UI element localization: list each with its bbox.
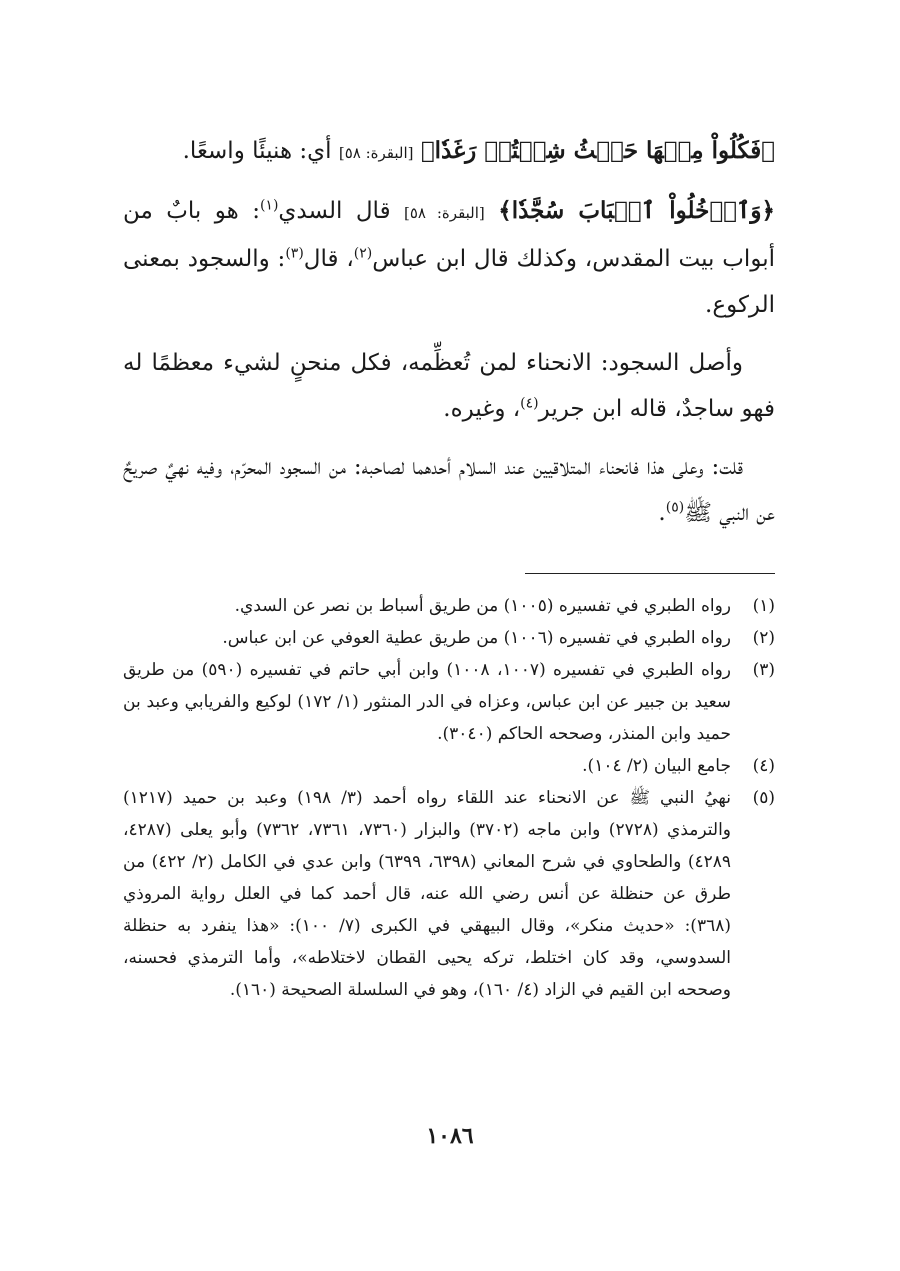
footnote-text: رواه الطبري في تفسيره (١٠٠٧، ١٠٠٨) وابن أبي حاتم في تفسيره (٥٩٠) من طريق سعيد بن جبير عن ابن عباس، وعزاه في الدر المنثور (١/ ١٧٢) لوكيع والفريابي وعبد بن حميد وابن المنذر، وصححه الحاكم (٣٠٤٠). bbox=[123, 660, 732, 744]
footnote-marker[interactable]: (٣) bbox=[285, 245, 304, 262]
quran-verse: ﴿فَكُلُواْ مِنۡهَا حَيۡثُ شِئۡتُمۡ رَغَدٗا﴾ bbox=[420, 137, 775, 164]
paragraph-text: أي: هنيئًا واسعًا. bbox=[182, 138, 332, 164]
paragraph-1 bbox=[123, 128, 775, 176]
paragraph-text: ، قال bbox=[303, 246, 354, 272]
footnote-item bbox=[123, 750, 775, 782]
footnote-item bbox=[123, 654, 775, 750]
footnotes bbox=[123, 590, 775, 1006]
main-text bbox=[123, 128, 775, 548]
paragraph-4 bbox=[123, 444, 775, 536]
paragraph-text: . bbox=[658, 500, 666, 526]
footnote-text: نهيُ النبي ﷺ عن الانحناء عند اللقاء رواه أحمد (٣/ ١٩٨) وعبد بن حميد (١٢١٧) والترمذي (٢٧٢٨) وابن ماجه (٣٧٠٢) والبزار (٧٣٦٠، ٧٣٦١، ٧٣٦٢) وأبو يعلى (٤٢٨٧، ٤٢٨٩) والطحاوي في شرح المعاني (٦٣٩٨، ٦٣٩٩) وابن عدي في الكامل (٢/ ٤٢٢) من طرق عن حنظلة عن أنس رضي الله عنه، قال أحمد كما في العلل رواية المروذي (٣٦٨): «حديث منكر»، وقال البيهقي في الكبرى (٧/ ١٠٠): «هذا ينفرد به حنظلة السدوسي، وقد كان اختلط، تركه يحيى القطان لاختلاطه»، وأما الترمذي فحسنه، وصححه ابن القيم في الزاد (٤/ ١٦٠)، وهو في السلسلة الصحيحة (١٦٠). bbox=[123, 788, 731, 1000]
footnote-item bbox=[123, 622, 775, 654]
paragraph-text: قال السدي bbox=[278, 198, 391, 224]
footnote-item bbox=[123, 782, 775, 1006]
footnote-number: (٢) bbox=[752, 628, 775, 648]
paragraph-2 bbox=[123, 188, 775, 328]
verse-reference: [البقرة: ٥٨] bbox=[404, 204, 485, 222]
footnote-marker[interactable]: (١) bbox=[259, 197, 279, 214]
footnote-text: جامع البيان (٢/ ١٠٤). bbox=[582, 756, 731, 776]
paragraph-text: قلت: وعلى هذا فانحناء المتلاقيين عند السلام أحدهما لصاحبه: من السجود المحرّم، وفيه نهيٌ صريحٌ عن النبي ﷺ bbox=[123, 454, 775, 526]
paragraph-text: : والسجود بمعنى الركوع. bbox=[123, 246, 775, 318]
paragraph-text: ، وغيره. bbox=[443, 396, 521, 422]
footnote-number: (٤) bbox=[752, 756, 775, 776]
quran-verse: ﴿وَٱدۡخُلُواْ ٱلۡبَابَ سُجَّدٗا﴾ bbox=[498, 197, 775, 224]
footnote-marker[interactable]: (٤) bbox=[520, 395, 539, 412]
verse-reference: [البقرة: ٥٨] bbox=[338, 144, 414, 162]
footnote-number: (٥) bbox=[752, 788, 775, 808]
footnote-marker[interactable]: (٢) bbox=[353, 245, 373, 262]
footnote-number: (٣) bbox=[752, 660, 775, 680]
footnote-text: رواه الطبري في تفسيره (١٠٠٥) من طريق أسباط بن نصر عن السدي. bbox=[234, 596, 731, 616]
footnote-number: (١) bbox=[752, 596, 775, 616]
footnote-text: رواه الطبري في تفسيره (١٠٠٦) من طريق عطية العوفي عن ابن عباس. bbox=[222, 628, 731, 648]
footnote-item bbox=[123, 590, 775, 622]
paragraph-text: وأصل السجود: الانحناء لمن تُعظِّمه، فكل منحنٍ لشيء معظمًا له فهو ساجدٌ، قاله ابن جرير bbox=[123, 350, 775, 422]
footnote-divider bbox=[525, 573, 775, 574]
paragraph-3 bbox=[123, 340, 775, 432]
page-number: ١٠٨٦ bbox=[426, 1123, 474, 1149]
footnote-marker[interactable]: (٥) bbox=[665, 499, 685, 516]
paragraph-text: : هو بابٌ من أبواب بيت المقدس، وكذلك قال ابن عباس bbox=[123, 198, 775, 272]
